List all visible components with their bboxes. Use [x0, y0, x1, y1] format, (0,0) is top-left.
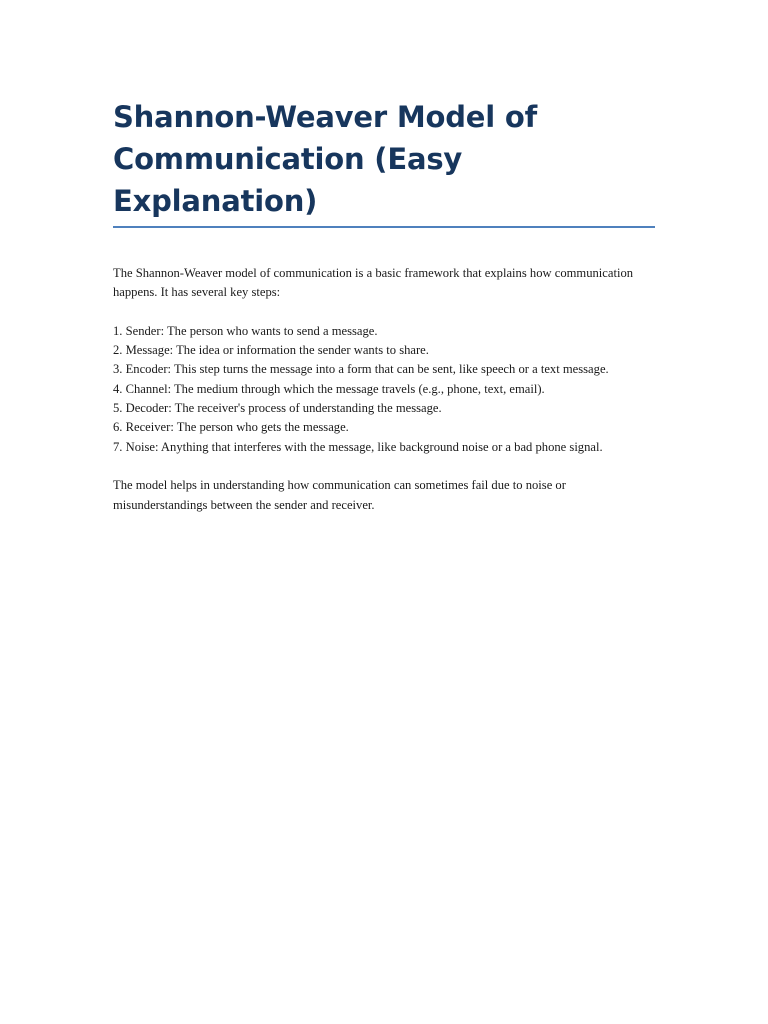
list-item-decoder: 5. Decoder: The receiver's process of understanding the message.	[113, 401, 442, 416]
intro-paragraph: The Shannon-Weaver model of communication is a basic framework that explains how communication happens. It has several key steps:	[113, 266, 634, 300]
paragraph-spacer	[113, 303, 655, 322]
list-item-noise: 7. Noise: Anything that interferes with the message, like background noise or a bad phone signal.	[113, 439, 603, 454]
list-item-encoder: 3. Encoder: This step turns the message into a form that can be sent, like speech or a text message.	[113, 362, 609, 377]
list-item-channel: 4. Channel: The medium through which the message travels (e.g., phone, text, email).	[113, 381, 545, 396]
steps-list	[113, 322, 655, 457]
document-content	[113, 96, 655, 515]
list-item-receiver: 6. Receiver: The person who gets the message.	[113, 420, 349, 435]
list-item-message: 2. Message: The idea or information the sender wants to share.	[113, 343, 429, 358]
document-title: Shannon-Weaver Model of Communication (Easy Explanation)	[113, 96, 655, 228]
paragraph-spacer	[113, 457, 655, 476]
conclusion-paragraph: The model helps in understanding how communication can sometimes fail due to noise or misunderstandings between the sender and receiver.	[113, 478, 566, 512]
document-body	[113, 264, 655, 515]
list-item-sender: 1. Sender: The person who wants to send a message.	[113, 323, 378, 338]
